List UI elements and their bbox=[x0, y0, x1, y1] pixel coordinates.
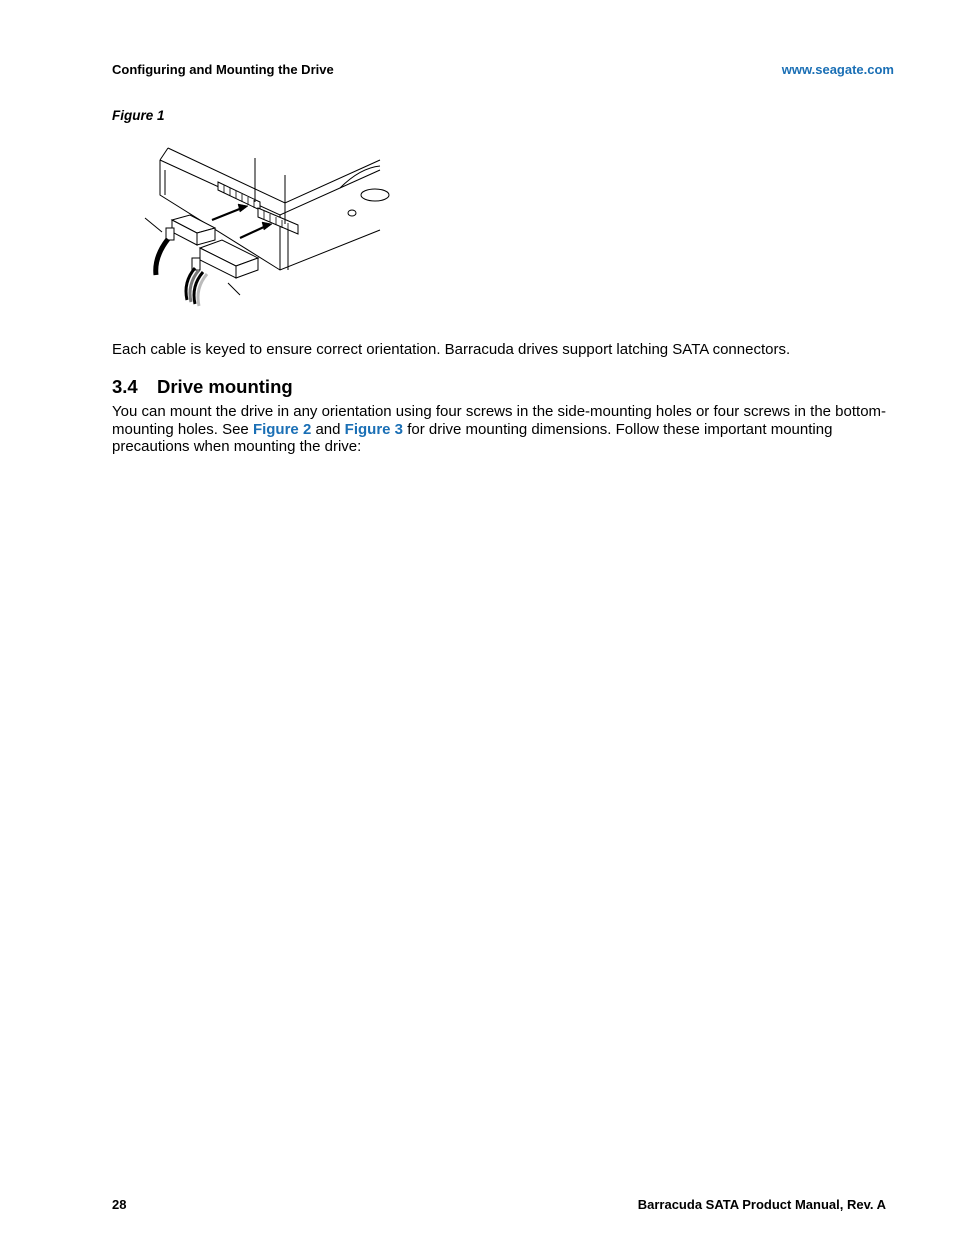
paragraph-text-3: for drive mounting dimensions. Follow these important mounting precautions when mounting the drive: bbox=[112, 420, 833, 455]
figure-2-link[interactable]: Figure 2 bbox=[252, 420, 312, 438]
header-section-title: Configuring and Mounting the Drive bbox=[112, 62, 334, 77]
header-website-link[interactable]: www.seagate.com bbox=[781, 62, 894, 77]
page-number: 28 bbox=[112, 1197, 127, 1212]
figure-3-link[interactable]: Figure 3 bbox=[344, 420, 404, 438]
paragraph-text-2: and bbox=[311, 420, 345, 438]
cable-keying-paragraph: Each cable is keyed to ensure correct orientation. Barracuda drives support latching SATA connectors. bbox=[112, 341, 791, 358]
drive-mounting-paragraph bbox=[112, 403, 892, 456]
section-title: Drive mounting bbox=[157, 376, 293, 397]
sata-connector-figure bbox=[140, 140, 390, 315]
section-number: 3.4 bbox=[112, 376, 138, 397]
figure-caption: Figure 1 bbox=[112, 108, 165, 123]
section-heading bbox=[112, 376, 293, 398]
footer-manual-title: Barracuda SATA Product Manual, Rev. A bbox=[637, 1197, 886, 1212]
paragraph-text-1: You can mount the drive in any orientation using four screws in the side-mounting holes or four screws in the bottom-mounting holes. See bbox=[112, 403, 887, 438]
